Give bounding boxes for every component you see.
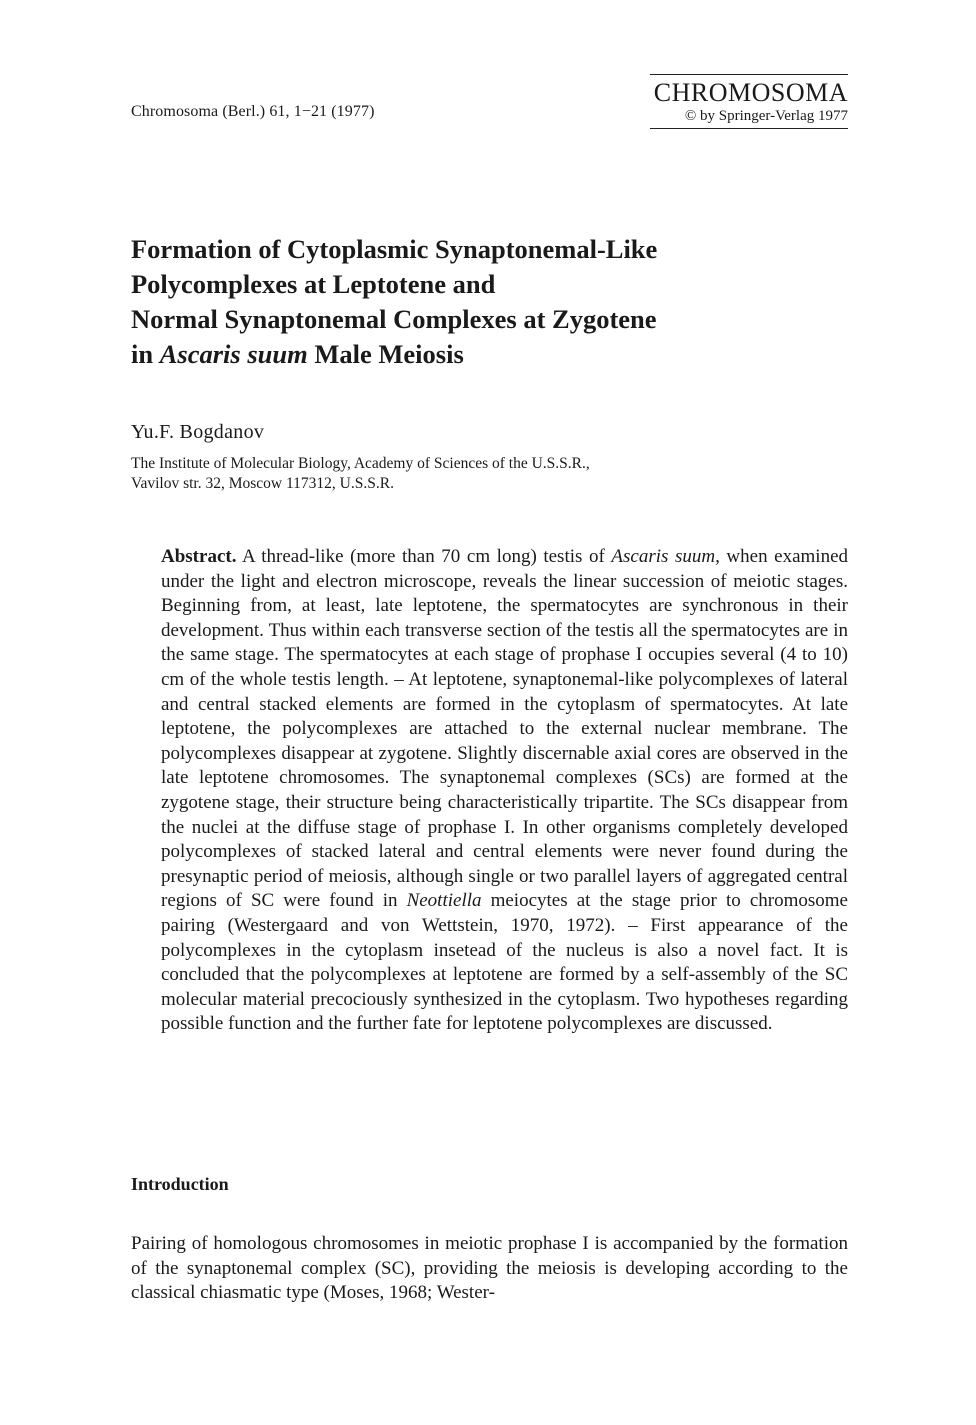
paper-title — [131, 232, 851, 372]
abstract-genus: Neottiella — [406, 890, 482, 912]
title-line-3: Normal Synaptonemal Complexes at Zygotene — [131, 304, 657, 334]
abstract — [161, 545, 848, 1037]
abstract-species: Ascaris suum, — [611, 546, 720, 567]
title-line-4-suffix: Male Meiosis — [307, 339, 464, 369]
title-line-1: Formation of Cytoplasmic Synaptonemal-Like — [131, 234, 658, 264]
introduction-paragraph: Pairing of homologous chromosomes in meiotic prophase I is accompanied by the formation of the synaptonemal complex (SC), providing the meiosis is developing according to the classical chiasmatic type (Moses, 1968; Wester- — [131, 1233, 848, 1304]
abstract-text-3: meiocytes at the stage prior to chromosome pairing (Westergaard and von Wettstein, 1970, 1972). – First appearance of the polycomplexes in the cytoplasm insetead of the nucleus is also a novel fact. It is concluded that the polycomplexes at leptotene are formed by a self-assembly of the SC molecular material precociously synthesized in the cytoplasm. Two hypotheses regarding possible function and the further fate for leptotene polycomplexes are discussed. — [161, 890, 848, 1035]
abstract-text-1: A thread-like (more than 70 cm long) testis of — [236, 546, 612, 567]
abstract-label: Abstract. — [161, 546, 237, 567]
affiliation-line-2: Vavilov str. 32, Moscow 117312, U.S.S.R. — [131, 475, 394, 492]
author-affiliation — [131, 454, 590, 494]
copyright-notice: © by Springer-Verlag 1977 — [684, 108, 848, 124]
abstract-text-2: when examined under the light and electron microscope, reveals the linear succession of meiotic stages. Beginning from, at least, late leptotene, the spermatocytes are synchronous in their development. Thus within each transverse section of the testis all the spermatocytes are in the same stage. The spermatocytes at each stage of prophase I occupies several (4 to 10) cm of the whole testis length. – At leptotene, synaptonemal-like polycomplexes of lateral and central stacked elements are formed in the cytoplasm of spermatocytes. At late leptotene, the polycomplexes are attached to the external nuclear membrane. The polycomplexes disappear at zygotene. Slightly discernable axial cores are observed in the late leptotene chromosomes. The synaptonemal complexes (SCs) are formed at the zygotene stage, their structure being characteristically tripartite. The SCs disappear from the nuclei at the diffuse stage of prophase I. In other organisms completely developed polycomplexes of stacked lateral and central elements were never found during the presynaptic period of meiosis, although single or two parallel layers of aggregated central regions of SC were found in — [161, 546, 849, 912]
title-line-2: Polycomplexes at Leptotene and — [131, 269, 496, 299]
title-line-4 — [131, 337, 851, 372]
author-name: Yu.F. Bogdanov — [131, 421, 265, 443]
title-species: Ascaris suum — [159, 339, 308, 369]
affiliation-line-1: The Institute of Molecular Biology, Academy of Sciences of the U.S.S.R., — [131, 455, 590, 472]
journal-brand — [650, 74, 848, 129]
journal-citation: Chromosoma (Berl.) 61, 1−21 (1977) — [131, 103, 375, 120]
section-heading-introduction: Introduction — [131, 1174, 229, 1194]
journal-name: CHROMOSOMA — [653, 78, 848, 107]
title-line-4-prefix: in — [131, 339, 160, 369]
